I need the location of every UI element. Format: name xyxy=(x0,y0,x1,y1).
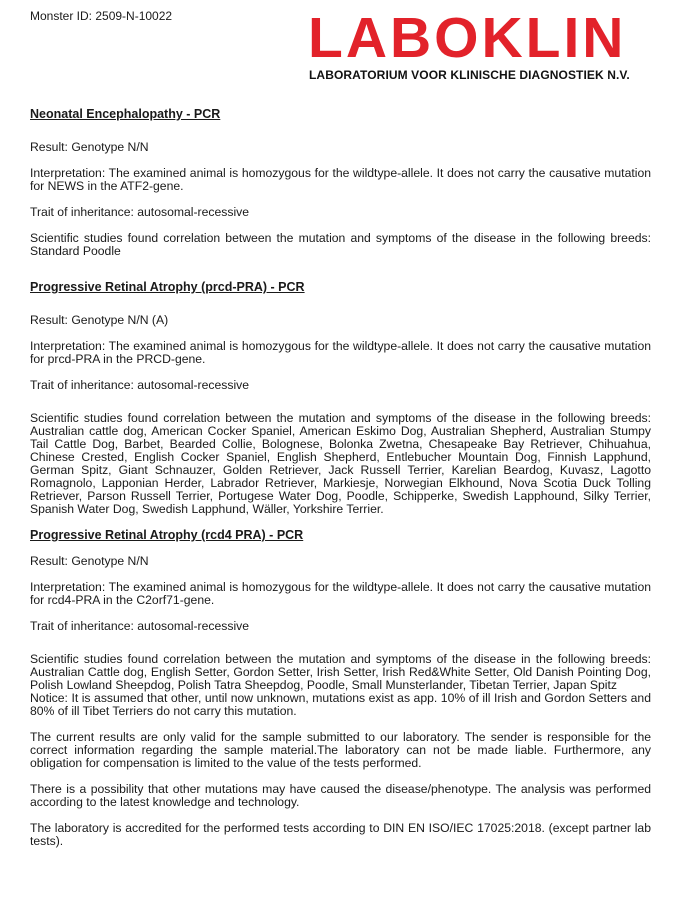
breeds-text: Scientific studies found correlation between the mutation and symptoms of the disease in the following breeds: Australian cattle dog, American Cocker Spaniel, American Eskimo Dog, Australian Shepherd, Australian Stumpy Tail Cattle Dog, Barbet, Bearded Collie, Bolognese, Bolonka Zwetna, Chesapeake Bay Retriever, Chihuahua, Chinese Crested, English Cocker Spaniel, English Shepherd, Entlebucher Mountain Dog, Finnish Lapphund, German Spitz, Giant Schnauzer, Golden Retriever, Jack Russell Terrier, Karelian Beardog, Kuvasz, Lagotto Romagnolo, Lapponian Herder, Labrador Retriever, Markiesje, Norwegian Elkhound, Nova Scotia Duck Tolling Retriever, Parson Russell Terrier, Portugese Water Dog, Poodle, Schipperke, Swedish Lapphound, Silky Terrier, Spanish Water Dog, Swedish Lapphund, Wäller, Yorkshire Terrier. xyxy=(30,411,651,516)
logo-wordmark: LABOKLIN xyxy=(308,6,627,70)
section-prcd-pra xyxy=(30,281,651,516)
breeds-text: Scientific studies found correlation between the mutation and symptoms of the disease in the following breeds: Australian Cattle dog, English Setter, Gordon Setter, Irish Setter, Irish Red&White Setter, Old Danish Pointing Dog, Polish Lowland Sheepdog, Polish Tatra Sheepdog, Poodle, Small Munsterlander, Tibetan Terrier, Japan Spitz xyxy=(30,652,651,692)
section-title: Progressive Retinal Atrophy (rcd4 PRA) - PCR xyxy=(30,528,304,542)
notice-text: Notice: It is assumed that other, until now unknown, mutations exist as app. 10% of ill Irish and Gordon Setters and 80% of ill Tibet Terriers do not carry this mutation. xyxy=(30,691,651,718)
inheritance-text: Trait of inheritance: autosomal-recessive xyxy=(30,378,250,392)
interpretation-text: Interpretation: The examined animal is homozygous for the wildtype-allele. It does not carry the causative mutation for rcd4-PRA in the C2orf71-gene. xyxy=(30,580,651,607)
inheritance-text: Trait of inheritance: autosomal-recessive xyxy=(30,619,250,633)
accreditation-text: The laboratory is accredited for the performed tests according to DIN EN ISO/IEC 17025:2018. (except partner lab tests). xyxy=(30,821,651,848)
section-title: Progressive Retinal Atrophy (prcd-PRA) - PCR xyxy=(30,280,305,294)
section-rcd4-pra xyxy=(30,529,651,718)
laboklin-logo xyxy=(308,6,655,82)
possibility-text: There is a possibility that other mutations may have caused the disease/phenotype. The analysis was performed according to the latest knowledge and technology. xyxy=(30,782,651,809)
validity-text: The current results are only valid for the sample submitted to our laboratory. The sender is responsible for the correct information regarding the sample material.The laboratory can not be made liable. Furthermore, any obligation for compensation is limited to the value of the tests performed. xyxy=(30,730,651,770)
report-footer xyxy=(30,731,651,848)
interpretation-text: Interpretation: The examined animal is homozygous for the wildtype-allele. It does not carry the causative mutation for NEWS in the ATF2-gene. xyxy=(30,166,651,193)
section-neonatal-encephalopathy xyxy=(30,108,651,258)
lab-name: LABORATORIUM VOOR KLINISCHE DIAGNOSTIEK N.V. xyxy=(309,68,630,82)
result-text: Result: Genotype N/N (A) xyxy=(30,313,169,327)
interpretation-text: Interpretation: The examined animal is homozygous for the wildtype-allele. It does not carry the causative mutation for prcd-PRA in the PRCD-gene. xyxy=(30,339,651,366)
result-text: Result: Genotype N/N xyxy=(30,140,149,154)
section-title: Neonatal Encephalopathy - PCR xyxy=(30,107,221,121)
result-text: Result: Genotype N/N xyxy=(30,554,149,568)
inheritance-text: Trait of inheritance: autosomal-recessive xyxy=(30,205,250,219)
report-body xyxy=(30,108,651,848)
monster-id: Monster ID: 2509-N-10022 xyxy=(30,9,173,23)
breeds-text: Scientific studies found correlation between the mutation and symptoms of the disease in the following breeds: Standard Poodle xyxy=(30,231,651,258)
